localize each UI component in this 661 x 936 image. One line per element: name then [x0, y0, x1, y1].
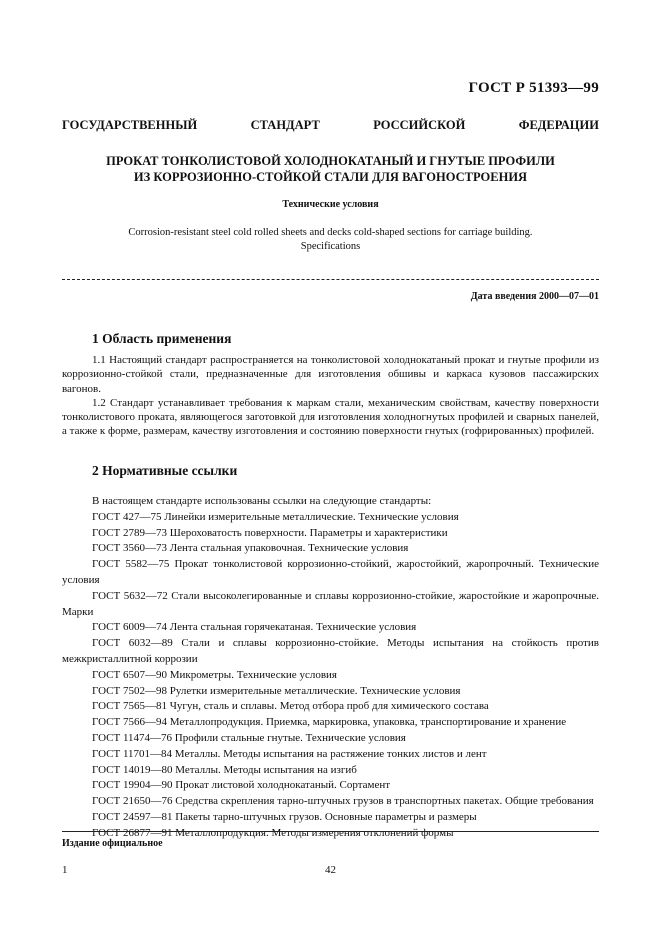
reference-item: ГОСТ 5582—75 Прокат тонколистовой коррозионно-стойкий, жаростойкий, жаропрочный. Технические условия: [62, 558, 599, 586]
reference-item: ГОСТ 7565—81 Чугун, сталь и сплавы. Метод отбора проб для химического состава: [92, 700, 489, 713]
reference-item: ГОСТ 11701—84 Металлы. Методы испытания на растяжение тонких листов и лент: [92, 747, 487, 760]
reference-item: ГОСТ 427—75 Линейки измерительные металлические. Технические условия: [92, 510, 459, 523]
paragraph-1-2: 1.2 Стандарт устанавливает требования к маркам стали, механическим свойствам, качеству поверхности тонколистового проката, являющегося заготовкой для изготовления холодногнутых профилей и сварных панелей, а также к форме, размерам, качеству изготовления и состоянию поверхности гнутых (гофрированных) профилей.: [62, 396, 599, 438]
reference-item: ГОСТ 19904—90 Прокат листовой холоднокатаный. Сортамент: [92, 779, 391, 792]
references-intro: В настоящем стандарте использованы ссылки на следующие стандарты:: [92, 495, 432, 507]
title-line-1: ПРОКАТ ТОНКОЛИСТОВОЙ ХОЛОДНОКАТАНЫЙ И ГНУТЫЕ ПРОФИЛИ: [106, 154, 555, 168]
reference-item: ГОСТ 11474—76 Профили стальные гнутые. Технические условия: [92, 731, 406, 744]
document-title: [62, 153, 599, 185]
reference-item: ГОСТ 26877—91 Металлопродукция. Методы измерения отклонений формы: [92, 826, 454, 839]
reference-item: ГОСТ 7502—98 Рулетки измерительные металлические. Технические условия: [92, 684, 461, 697]
banner-word: РОССИЙСКОЙ: [373, 118, 466, 132]
reference-item: ГОСТ 24597—81 Пакеты тарно-штучных грузов. Основные параметры и размеры: [92, 810, 477, 823]
standard-banner: [62, 118, 599, 133]
reference-item: ГОСТ 5632—72 Стали высоколегированные и сплавы коррозионно-стойкие, жаростойкие и жаропрочные. Марки: [62, 589, 599, 618]
edition-label: Издание официальное: [62, 838, 163, 849]
document-subtitle: Технические условия: [282, 199, 379, 210]
separator-rule: [62, 279, 599, 280]
english-title-line-1: Corrosion-resistant steel cold rolled sheets and decks cold-shaped sections for carriage building.: [128, 227, 533, 238]
introduction-date: Дата введения 2000—07—01: [470, 291, 599, 302]
footer-rule: [62, 831, 599, 832]
section-2-heading: 2 Нормативные ссылки: [92, 463, 238, 478]
section-1-body: [62, 353, 599, 439]
reference-item: ГОСТ 21650—76 Средства скрепления тарно-штучных грузов в транспортных пакетах. Общие требования: [92, 795, 594, 808]
reference-item: ГОСТ 6032—89 Стали и сплавы коррозионно-стойкие. Методы испытания на стойкость против межкристаллитной коррозии: [62, 637, 599, 665]
reference-item: ГОСТ 2789—73 Шероховатость поверхности. Параметры и характеристики: [92, 526, 448, 539]
banner-word: ФЕДЕРАЦИИ: [518, 118, 599, 132]
gost-code: ГОСТ Р 51393—99: [468, 80, 599, 96]
banner-word: ГОСУДАРСТВЕННЫЙ: [62, 118, 198, 132]
section-1-heading: 1 Область применения: [92, 331, 232, 346]
paragraph-1-1: 1.1 Настоящий стандарт распространяется на тонколистовой холоднокатаный прокат и гнутые профили из коррозионно-стойкой стали, предназначенные для изготовления обшивы и каркаса кузовов пассажирских вагонов.: [62, 354, 599, 395]
banner-word: СТАНДАРТ: [250, 118, 320, 132]
page-number: 42: [325, 864, 336, 876]
reference-item: ГОСТ 6507—90 Микрометры. Технические условия: [92, 668, 337, 681]
reference-item: ГОСТ 7566—94 Металлопродукция. Приемка, маркировка, упаковка, транспортирование и хранение: [92, 716, 567, 729]
reference-item: ГОСТ 6009—74 Лента стальная горячекатаная. Технические условия: [92, 621, 417, 634]
english-title-line-2: Specifications: [300, 241, 361, 252]
title-line-2: ИЗ КОРРОЗИОННО-СТОЙКОЙ СТАЛИ ДЛЯ ВАГОНОСТРОЕНИЯ: [133, 170, 528, 184]
references-list: [62, 494, 599, 842]
page-marker-left: 1: [62, 864, 68, 876]
reference-item: ГОСТ 3560—73 Лента стальная упаковочная. Технические условия: [92, 542, 409, 555]
reference-item: ГОСТ 14019—80 Металлы. Методы испытания на изгиб: [92, 763, 357, 776]
english-title: [62, 226, 599, 254]
